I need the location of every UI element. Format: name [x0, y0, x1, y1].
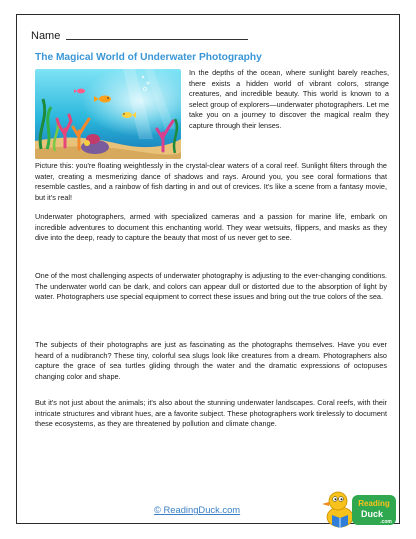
worksheet-page	[16, 14, 400, 524]
intro-paragraph: In the depths of the ocean, where sunlight barely reaches, there exists a hidden world of vibrant colors, strange creatures, and incredible beauty. This world is known to a select group of explorers—underwater photographers. Let me take you on a journey to discover the magical realm they capture through their lenses.	[189, 68, 389, 130]
name-label: Name	[31, 30, 61, 42]
name-field-row	[31, 23, 371, 43]
logo-text-reading: Reading	[358, 499, 390, 508]
paragraph-4: The subjects of their photographs are just as fascinating as the photographs themselves. Have you ever heard of a nudibranch? These tiny, colorful sea slugs look like creatures from a dream. Photographers also capture the grace of sea turtles gliding through the water and the dramatic expressions of octopuses changing color and shape.	[35, 340, 387, 381]
paragraph-2: Underwater photographers, armed with specialized cameras and a passion for marine life, embark on incredible adventures to document this enchanting world. They wear wetsuits, flippers, and masks as they dive into the deep, ready to capture the beauty that most of us never get to see.	[35, 212, 387, 243]
worksheet-title: The Magical World of Underwater Photography	[35, 52, 262, 63]
logo-text-duck: Duck	[360, 509, 384, 519]
readingduck-logo	[322, 485, 398, 531]
underwater-illustration	[35, 69, 181, 159]
paragraph-3: One of the most challenging aspects of underwater photography is adjusting to the ever-changing conditions. The underwater world can be dark, and colors can appear dull or distorted due to the absorption of light by water. Photographers use special equipment to correct these issues and bring out the true colors of the sea.	[35, 271, 387, 302]
name-write-line[interactable]	[66, 39, 248, 40]
readingduck-link[interactable]: © ReadingDuck.com	[154, 504, 241, 515]
paragraph-1: Picture this: you're floating weightlessly in the crystal-clear waters of a coral reef. Sunlight filters through the water, creating a mesmerizing dance of shadows and rays. Around you, you see coral formations that resemble castles, and a rainbow of fish darting in and out of crevices. It's like a scene from a fantasy movie, but it's real!	[35, 161, 387, 202]
paragraph-5: But it's not just about the animals; it's also about the stunning underwater landscapes. Coral reefs, with their intricate structures and vibrant hues, are a favorite subject. These photographers work tirelessly to document these ecosystems, as they are threatened by pollution and climate change.	[35, 398, 387, 429]
logo-text-com: .com	[380, 519, 392, 525]
